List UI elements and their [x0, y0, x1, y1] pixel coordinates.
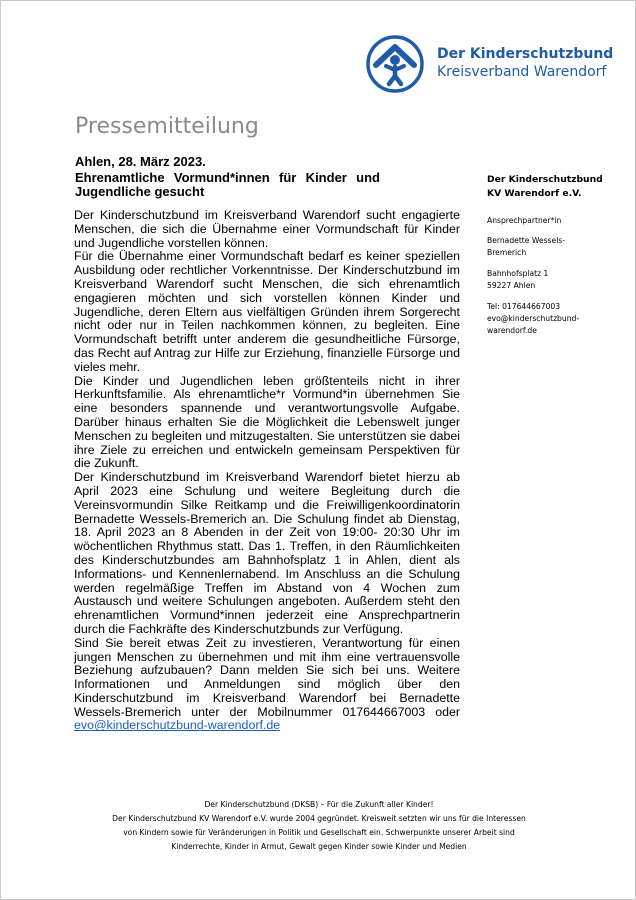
footer-line: von Kindern sowie für Veränderungen in Politik und Gesellschaft ein. Schwerpunkte unserer Arbeit sind — [123, 828, 515, 837]
body-paragraph: Die Kinder und Jugendlichen leben größtenteils nicht in ihrer Herkunftsfamilie. Als ehrenamtliche*r Vormund*in übernehmen Sie eine besonders spannende und verantwortungsvolle Aufgabe. Darüber hinaus erhalten Sie die Möglichkeit die Lebenswelt junger Menschen zu begleiten und mitzugestalten. Sie unterstützen sie dabei ihre Ziele zu erreichen und entwickeln gemeinsam Perspektiven für die Zukunft. — [74, 373, 460, 471]
contact-city: 59227 Ahlen — [487, 281, 536, 290]
contact-sidebar — [487, 173, 627, 337]
press-headline: Ehrenamtliche Vormund*innen für Kinder und Jugendliche gesucht — [75, 170, 380, 199]
sidebar-org-name: Der Kinderschutzbund — [487, 174, 603, 185]
sidebar-org-name-2: KV Warendorf e.V. — [487, 188, 582, 199]
contact-email-cont: warendorf.de — [487, 326, 537, 335]
press-body — [74, 209, 460, 733]
contact-name — [487, 235, 627, 259]
contact-name-line: Bernadette Wessels- — [487, 236, 565, 245]
kinderschutzbund-logo-icon — [365, 34, 425, 94]
contact-text: Sind Sie bereit etwas Zeit zu investieren, Verantwortung für einen jungen Menschen zu übernehmen und mit ihm eine vertrauensvolle Beziehung aufzubauen? Dann melden Sie sich bei uns. Weitere Informationen und Anmeldungen sind möglich über den Kinderschutzbund im Kreisverband Warendorf bei Bernadette Wessels-Bremerich unter der Mobilnummer 017644667003 oder — [74, 635, 460, 719]
body-paragraph-contact — [74, 637, 460, 734]
contact-name-line: Bremerich — [487, 248, 527, 257]
contact-street: Bahnhofsplatz 1 — [487, 269, 549, 278]
org-logo — [365, 34, 620, 94]
body-paragraph: Der Kinderschutzbund im Kreisverband Warendorf bietet hierzu ab April 2023 eine Schulung und weitere Begleitung durch die Vereinsvormundin Silke Reitkamp und die Freiwilligenkoordinatorin Bernadette Wessels-Bremerich an. Die Schulung findet ab Dienstag, 18. April 2023 an 8 Abenden in der Zeit von 19:00- 20:30 Uhr im wöchentlichen Rhythmus statt. Das 1. Treffen, in den Räumlichkeiten des Kinderschutzbundes am Bahnhofsplatz 1 in Ahlen, dient als Informations- und Kennenlernabend. Im Anschluss an die Schulung werden regelmäßige Treffen im Abstand von 4 Wochen zum Austausch und weitere Schulungen angeboten. Außerdem steht den ehrenamtlichen Vormund*innen jederzeit eine Ansprechpartnerin durch die Fachkräfte des Kinderschutzbunds zur Verfügung. — [74, 470, 460, 636]
contact-label: Ansprechpartner*in — [487, 216, 562, 225]
contact-email: evo@kinderschutzbund- — [487, 314, 580, 323]
logo-wordmark — [437, 45, 613, 81]
contact-channels — [487, 301, 627, 337]
dateline: Ahlen, 28. März 2023. — [75, 154, 206, 169]
page-footer — [61, 798, 577, 854]
body-paragraph: Der Kinderschutzbund im Kreisverband Warendorf sucht engagierte Menschen, die sich die Übernahme einer Vormundschaft für Kinder und Jugendliche vorstellen können. — [74, 208, 460, 250]
contact-phone: Tel: 017644667003 — [487, 302, 561, 311]
page-title: Pressemitteilung — [75, 114, 259, 139]
logo-subtitle: Kreisverband Warendorf — [437, 64, 607, 80]
footer-line: Der Kinderschutzbund KV Warendorf e.V. wurde 2004 gegründet. Kreisweit setzten wir uns für die Interessen — [112, 814, 526, 823]
body-paragraph: Für die Übernahme einer Vormundschaft bedarf es keiner speziellen Ausbildung oder rechtlicher Vorkenntnisse. Der Kinderschutzbund im Kreisverband Warendorf sucht Menschen, die sich ehrenamtlich engagieren möchten und sich vorstellen können Kinder und Jugendliche, deren Eltern aus vielfältigen Gründen ihrem Sorgerecht nicht oder nur in Teilen nachkommen können, zu begleiten. Eine Vormundschaft betrifft unter anderem die gesundheitliche Fürsorge, das Recht auf Antrag zur Hilfe zur Erziehung, finanzielle Fürsorge und vieles mehr. — [74, 249, 460, 374]
footer-line: Der Kinderschutzbund (DKSB) – Für die Zukunft aller Kinder! — [204, 800, 434, 809]
contact-address — [487, 268, 627, 292]
email-link[interactable]: evo@kinderschutzbund-warendorf.de — [74, 718, 281, 733]
logo-title: Der Kinderschutzbund — [437, 46, 614, 62]
footer-line: Kinderrechte, Kinder in Armut, Gewalt gegen Kinder sowie Kinder und Medien — [171, 842, 467, 851]
